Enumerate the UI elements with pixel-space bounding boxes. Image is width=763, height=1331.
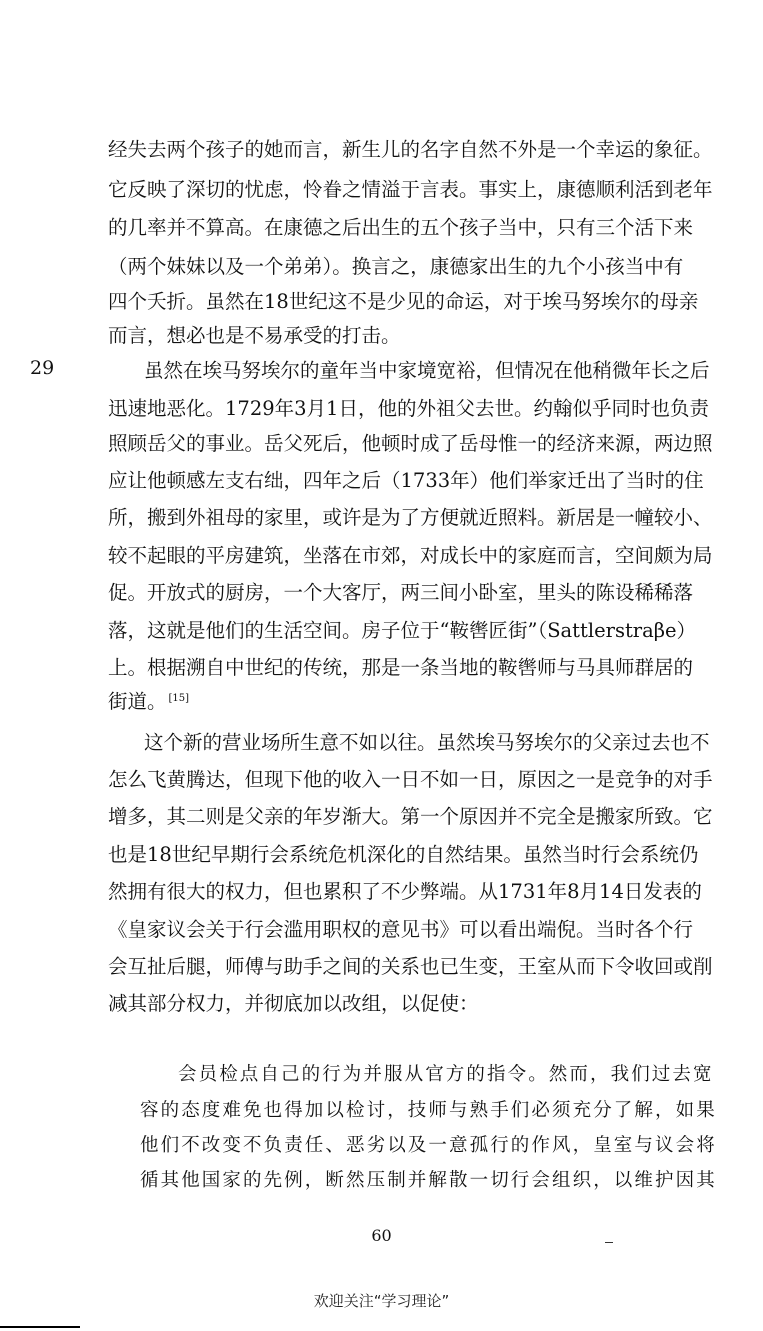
footer-note: 欢迎关注“学习理论”	[313, 1292, 450, 1310]
text-line: 经失去两个孩子的她而言，新生儿的名字自然不外是一个幸运的象征。	[108, 138, 713, 161]
text-line: 也是18世纪早期行会系统危机深化的自然结果。虽然当时行会系统仍	[108, 843, 699, 866]
text-line	[108, 692, 730, 712]
text-line: 增多，其二则是父亲的年岁渐大。第一个原因并不完全是搬家所致。它	[108, 805, 713, 828]
text-line: 所，搬到外祖母的家里，或许是为了方便就近照料。新居是一幢较小、	[108, 506, 713, 529]
footnote-marker: [15]	[168, 692, 190, 704]
text-line: 四个夭折。虽然在18世纪这不是少见的命运，对于埃马努埃尔的母亲	[108, 290, 699, 313]
text-line-content: 街道。	[108, 690, 167, 713]
page-number: 60	[371, 1226, 392, 1245]
text-line: 应让他顿感左支右绌，四年之后（1733年）他们举家迁出了当时的住	[108, 469, 704, 492]
text-line: 《皇家议会关于行会滥用职权的意见书》可以看出端倪。当时各个行	[108, 918, 694, 941]
text-line: 的几率并不算高。在康德之后出生的五个孩子当中，只有三个活下来	[108, 216, 694, 239]
footer-rule	[0, 1326, 80, 1328]
text-line: （两个妹妹以及一个弟弟）。换言之，康德家出生的九个小孩当中有	[108, 255, 684, 278]
text-line: 落，这就是他们的生活空间。房子位于“鞍辔匠街”（Sattlerstraβe）	[108, 619, 697, 642]
text-line: 而言，想必也是不易承受的打击。	[108, 324, 401, 347]
text-line: 怎么飞黄腾达，但现下他的收入一日不如一日，原因之一是竞争的对手	[108, 768, 713, 791]
text-line: 然拥有很大的权力，但也累积了不少弊端。从1731年8月14日发表的	[108, 880, 702, 903]
quote-line: 他们不改变不负责任、恶劣以及一意孤行的作风，皇室与议会将	[140, 1135, 717, 1156]
quote-line: 容的态度难免也得加以检讨，技师与熟手们必须充分了解，如果	[140, 1100, 717, 1121]
text-line: 减其部分权力，并彻底加以改组，以促使：	[108, 992, 479, 1015]
text-line: 较不起眼的平房建筑，坐落在市郊，对成长中的家庭而言，空间颇为局	[108, 544, 713, 567]
quote-line: 会员检点自己的行为并服从官方的指令。然而，我们过去宽	[178, 1064, 714, 1085]
quote-line: 循其他国家的先例，断然压制并解散一切行会组织，以维护因其	[140, 1170, 717, 1191]
scan-artifact	[605, 1242, 613, 1243]
text-line: 这个新的营业场所生意不如以往。虽然埃马努埃尔的父亲过去也不	[144, 731, 710, 754]
text-line: 会互扯后腿，师傅与助手之间的关系也已生变，王室从而下令收回或削	[108, 955, 713, 978]
text-line: 它反映了深切的忧虑，怜眷之情溢于言表。事实上，康德顺利活到老年	[108, 178, 713, 201]
text-line: 促。开放式的厨房，一个大客厅，两三间小卧室，里头的陈设稀稀落	[108, 581, 694, 604]
margin-page-reference: 29	[30, 357, 55, 379]
text-line: 照顾岳父的事业。岳父死后，他顿时成了岳母惟一的经济来源，两边照	[108, 432, 713, 455]
text-line: 迅速地恶化。1729年3月1日，他的外祖父去世。约翰似乎同时也负责	[108, 397, 709, 420]
text-line: 上。根据溯自中世纪的传统，那是一条当地的鞍辔师与马具师群居的	[108, 656, 694, 679]
text-line: 虽然在埃马努埃尔的童年当中家境宽裕，但情况在他稍微年长之后	[144, 359, 710, 382]
